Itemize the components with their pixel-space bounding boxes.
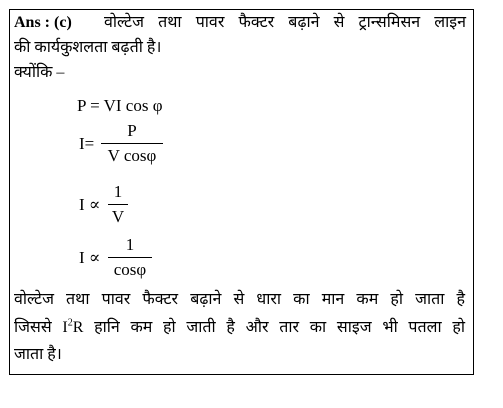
fraction-bar <box>108 257 152 258</box>
current-numerator: P <box>127 121 137 140</box>
proportional-2-fraction <box>108 235 152 280</box>
fraction-bar <box>101 143 163 144</box>
proportional-1-fraction <box>108 182 128 227</box>
current-fraction <box>101 121 163 166</box>
proportional-2-numerator: 1 <box>125 235 135 254</box>
proportional-2-denominator: cosφ <box>113 260 147 279</box>
superscript-two: 2 <box>67 317 73 329</box>
proportional-1-numerator: 1 <box>113 182 123 201</box>
proportional-2-lhs: I ∝ <box>79 248 101 267</box>
conclusion-line-1: वोल्टेज तथा पावर फैक्टर बढ़ाने से धारा का मान कम हो जाता है <box>14 291 465 308</box>
proportional-1-lhs: I ∝ <box>79 195 101 214</box>
power-formula: P = VI cos φ <box>77 96 163 115</box>
answer-line-2: की कार्यकुशलता बढ़ती है। <box>14 39 162 56</box>
conclusion-line-2-end: R हानि कम हो जाती है और तार का साइज भी पतला हो <box>72 319 465 336</box>
because-label: क्योंकि – <box>14 64 65 81</box>
answer-line-1: वोल्टेज तथा पावर फैक्टर बढ़ाने से ट्रान्समिसन लाइन <box>104 14 466 31</box>
proportional-1-denominator: V <box>111 207 125 226</box>
fraction-bar <box>108 204 128 205</box>
conclusion-line-3: जाता है। <box>14 346 62 363</box>
answer-label: Ans : (c) <box>14 14 72 31</box>
current-denominator: V cosφ <box>107 146 157 165</box>
current-formula-lhs: I= <box>79 134 95 153</box>
conclusion-line-2 <box>14 318 465 338</box>
conclusion-line-2-start: जिससे I <box>14 319 68 336</box>
